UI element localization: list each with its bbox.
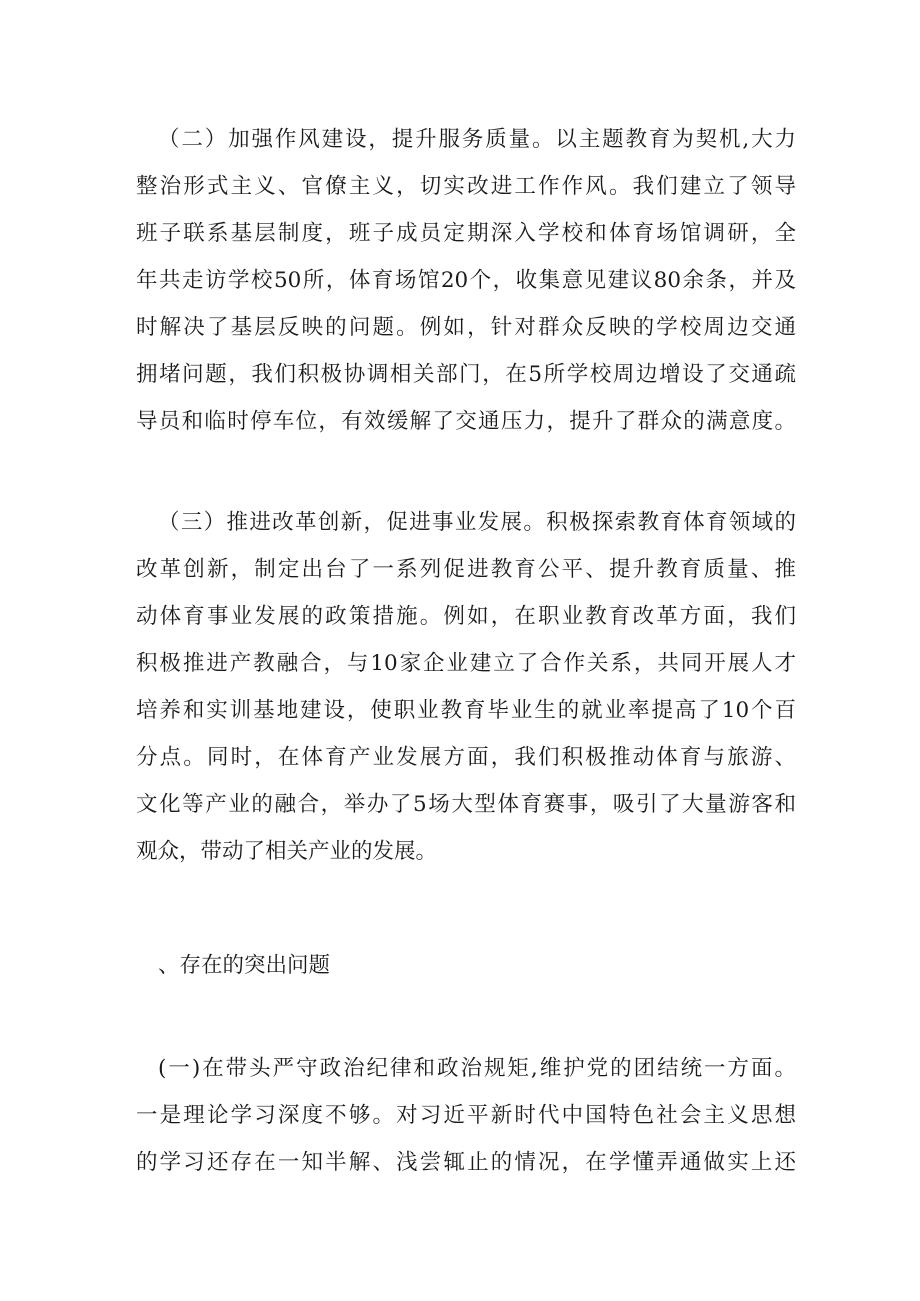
paragraph-line: (一)在带头严守政治纪律和政治规矩,维护党的团结统一方面。 — [158, 1056, 796, 1081]
paragraph-line: 积极推进产教融合，与10家企业建立了合作关系，共同开展人才 — [136, 651, 796, 676]
section-heading: 、存在的突出问题 — [158, 953, 331, 978]
paragraph-line: 拥堵问题，我们积极协调相关部门，在5所学校周边增设了交通疏 — [136, 362, 796, 387]
paragraph-line: 整治形式主义、官僚主义，切实改进工作作风。我们建立了领导 — [136, 174, 796, 199]
paragraph-line: 导员和临时停车位，有效缓解了交通压力，提升了群众的满意度。 — [136, 409, 796, 434]
paragraph-line: 动体育事业发展的政策措施。例如，在职业教育改革方面，我们 — [136, 604, 796, 629]
paragraph-line: 时解决了基层反映的问题。例如，针对群众反映的学校周边交通 — [136, 315, 796, 340]
paragraph-line: 文化等产业的融合，举办了5场大型体育赛事，吸引了大量游客和 — [136, 792, 796, 817]
paragraph-line: 班子联系基层制度，班子成员定期深入学校和体育场馆调研，全 — [136, 221, 796, 246]
paragraph-line: 一是理论学习深度不够。对习近平新时代中国特色社会主义思想 — [136, 1103, 796, 1128]
paragraph-line: （二）加强作风建设，提升服务质量。以主题教育为契机,大力 — [158, 127, 796, 152]
paragraph-line: 培养和实训基地建设，使职业教育毕业生的就业率提高了10个百 — [136, 698, 796, 723]
paragraph-line: 年共走访学校50所，体育场馆20个，收集意见建议80余条，并及 — [136, 268, 796, 293]
paragraph-line: （三）推进改革创新，促进事业发展。积极探索教育体育领域的 — [158, 510, 796, 535]
paragraph-line: 改革创新，制定出台了一系列促进教育公平、提升教育质量、推 — [136, 557, 796, 582]
paragraph-line: 的学习还存在一知半解、浅尝辄止的情况，在学懂弄通做实上还 — [136, 1150, 796, 1175]
paragraph-line: 分点。同时，在体育产业发展方面，我们积极推动体育与旅游、 — [136, 745, 796, 770]
paragraph-line: 观众，带动了相关产业的发展。 — [136, 839, 438, 864]
